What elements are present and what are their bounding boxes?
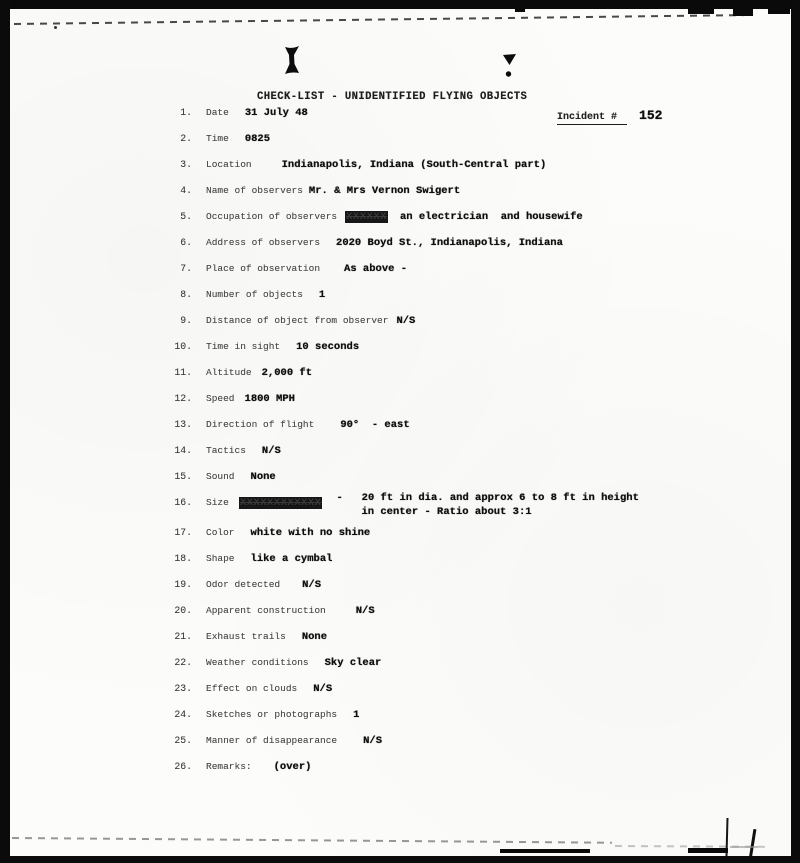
scan-mark-dash bbox=[730, 846, 758, 848]
document-title: CHECK-LIST - UNIDENTIFIED FLYING OBJECTS bbox=[257, 91, 528, 103]
item-label: Tactics bbox=[206, 445, 246, 456]
form-row-time-in-sight bbox=[0, 336, 780, 362]
item-number: 16. bbox=[174, 497, 192, 508]
item-value: an electrician and housewife bbox=[399, 211, 583, 223]
redacted-text: XXXXXXXXXXXX bbox=[239, 497, 322, 509]
item-value: 90° - east bbox=[340, 419, 410, 431]
item-value: N/S bbox=[302, 579, 322, 591]
item-number: 20. bbox=[174, 605, 192, 616]
item-number: 2. bbox=[180, 133, 192, 144]
form-row-disappearance bbox=[0, 730, 780, 756]
item-label: Altitude bbox=[206, 367, 252, 378]
form-row-location bbox=[0, 154, 780, 180]
item-value: 31 July 48 bbox=[244, 107, 308, 119]
form-row-distance bbox=[0, 310, 780, 336]
item-value: N/S bbox=[313, 683, 333, 695]
scan-border-bump bbox=[768, 9, 790, 14]
form-row-remarks bbox=[0, 756, 780, 782]
scan-border-right bbox=[791, 0, 800, 863]
item-number: 8. bbox=[180, 289, 192, 300]
scan-border-left bbox=[0, 0, 10, 863]
checklist-items bbox=[0, 102, 780, 782]
item-number: 3. bbox=[180, 159, 192, 170]
item-value: N/S bbox=[363, 735, 383, 747]
form-row-time bbox=[0, 128, 780, 154]
item-label: Date bbox=[206, 107, 229, 118]
item-number: 6. bbox=[180, 237, 192, 248]
item-value bbox=[336, 492, 638, 519]
item-value: 2020 Boyd St., Indianapolis, Indiana bbox=[336, 237, 563, 249]
item-label: Manner of disappearance bbox=[206, 735, 338, 746]
item-label: Location bbox=[206, 159, 252, 170]
item-value: As above - bbox=[344, 263, 408, 275]
item-number: 7. bbox=[180, 263, 192, 274]
form-row-construction bbox=[0, 600, 780, 626]
item-label: Apparent construction bbox=[206, 605, 326, 616]
item-label: Distance of object from observer bbox=[206, 315, 389, 326]
item-value: 2,000 ft bbox=[261, 367, 313, 379]
form-row-direction bbox=[0, 414, 780, 440]
item-label: Time in sight bbox=[206, 341, 281, 352]
item-label: Sketches or photographs bbox=[206, 709, 338, 720]
item-number: 25. bbox=[174, 735, 192, 746]
size-line-2: in center - Ratio about 3:1 bbox=[361, 505, 532, 518]
item-value: 1 bbox=[353, 709, 360, 721]
item-label: Time bbox=[206, 133, 229, 144]
item-number: 10. bbox=[174, 341, 192, 352]
item-number: 13. bbox=[174, 419, 192, 430]
ink-triangle-icon bbox=[503, 54, 518, 84]
item-label: Direction of flight bbox=[206, 419, 315, 430]
item-number: 15. bbox=[174, 471, 192, 482]
form-row-size bbox=[0, 492, 780, 522]
item-label: Effect on clouds bbox=[206, 683, 298, 694]
scan-scratch-bottom bbox=[12, 837, 612, 844]
item-number: 22. bbox=[174, 657, 192, 668]
item-value: like a cymbal bbox=[250, 553, 333, 565]
form-row-occupation bbox=[0, 206, 780, 232]
item-number: 24. bbox=[174, 709, 192, 720]
item-value: (over) bbox=[273, 761, 312, 773]
item-label: Size bbox=[206, 497, 229, 508]
item-label: Number of objects bbox=[206, 289, 303, 300]
item-number: 14. bbox=[174, 445, 192, 456]
item-value: 1 bbox=[318, 289, 326, 301]
item-number: 1. bbox=[180, 107, 192, 118]
item-value: N/S bbox=[261, 445, 281, 457]
item-number: 17. bbox=[174, 527, 192, 538]
item-value: Indianapolis, Indiana (South-Central part) bbox=[281, 159, 547, 171]
form-row-clouds bbox=[0, 678, 780, 704]
item-number: 12. bbox=[174, 393, 192, 404]
item-label: Odor detected bbox=[206, 579, 281, 590]
item-label: Name of observers bbox=[206, 185, 303, 196]
item-number: 26. bbox=[174, 761, 192, 772]
item-label: Sound bbox=[206, 471, 235, 482]
scan-speck bbox=[54, 26, 57, 29]
item-number: 4. bbox=[180, 185, 192, 196]
item-label: Occupation of observers bbox=[206, 211, 338, 222]
scan-border-bump bbox=[733, 9, 753, 16]
item-label: Address of observers bbox=[206, 237, 321, 248]
item-value: N/S bbox=[355, 605, 375, 617]
form-row-address bbox=[0, 232, 780, 258]
form-row-color bbox=[0, 522, 780, 548]
item-value: N/S bbox=[396, 315, 416, 327]
item-value: 10 seconds bbox=[296, 341, 360, 353]
item-number: 11. bbox=[174, 367, 192, 378]
item-value: None bbox=[301, 631, 328, 643]
form-row-number-objects bbox=[0, 284, 780, 310]
scan-border-bump bbox=[688, 848, 728, 853]
scan-border-bump bbox=[515, 9, 525, 12]
form-row-date bbox=[0, 102, 780, 128]
item-value: Sky clear bbox=[324, 657, 382, 669]
form-row-exhaust bbox=[0, 626, 780, 652]
incident-number: 152 bbox=[639, 108, 663, 123]
scan-border-bump bbox=[500, 849, 590, 853]
item-value: Mr. & Mrs Vernon Swigert bbox=[308, 185, 461, 197]
form-row-speed bbox=[0, 388, 780, 414]
ink-blot-icon bbox=[284, 46, 300, 79]
item-label: Color bbox=[206, 527, 235, 538]
size-line-1: - 20 ft in dia. and approx 6 to 8 ft in height bbox=[336, 492, 639, 504]
form-row-observer-name bbox=[0, 180, 780, 206]
form-row-tactics bbox=[0, 440, 780, 466]
item-number: 5. bbox=[180, 211, 192, 222]
item-value: white with no shine bbox=[250, 527, 371, 539]
item-number: 23. bbox=[174, 683, 192, 694]
item-value: 0825 bbox=[244, 133, 271, 145]
item-label: Place of observation bbox=[206, 263, 321, 274]
item-number: 18. bbox=[174, 553, 192, 564]
item-number: 21. bbox=[174, 631, 192, 642]
item-number: 9. bbox=[180, 315, 192, 326]
form-row-altitude bbox=[0, 362, 780, 388]
item-value: 1800 MPH bbox=[244, 393, 295, 405]
item-label: Exhaust trails bbox=[206, 631, 286, 642]
scan-border-bottom bbox=[0, 856, 800, 863]
form-row-sound bbox=[0, 466, 780, 492]
scan-scratch-top bbox=[14, 14, 744, 25]
form-row-place bbox=[0, 258, 780, 284]
redacted-text: XXXXXX bbox=[346, 211, 387, 223]
form-row-odor bbox=[0, 574, 780, 600]
item-value: None bbox=[250, 471, 276, 483]
form-row-weather bbox=[0, 652, 780, 678]
incident-label: Incident # bbox=[557, 112, 627, 125]
scan-border-bump bbox=[688, 9, 714, 14]
item-label: Remarks: bbox=[206, 761, 252, 772]
item-label: Weather conditions bbox=[206, 657, 309, 668]
item-label: Shape bbox=[206, 553, 235, 564]
item-label: Speed bbox=[206, 393, 235, 404]
scan-border-top bbox=[0, 0, 800, 9]
form-row-shape bbox=[0, 548, 780, 574]
form-row-sketches bbox=[0, 704, 780, 730]
item-number: 19. bbox=[174, 579, 192, 590]
